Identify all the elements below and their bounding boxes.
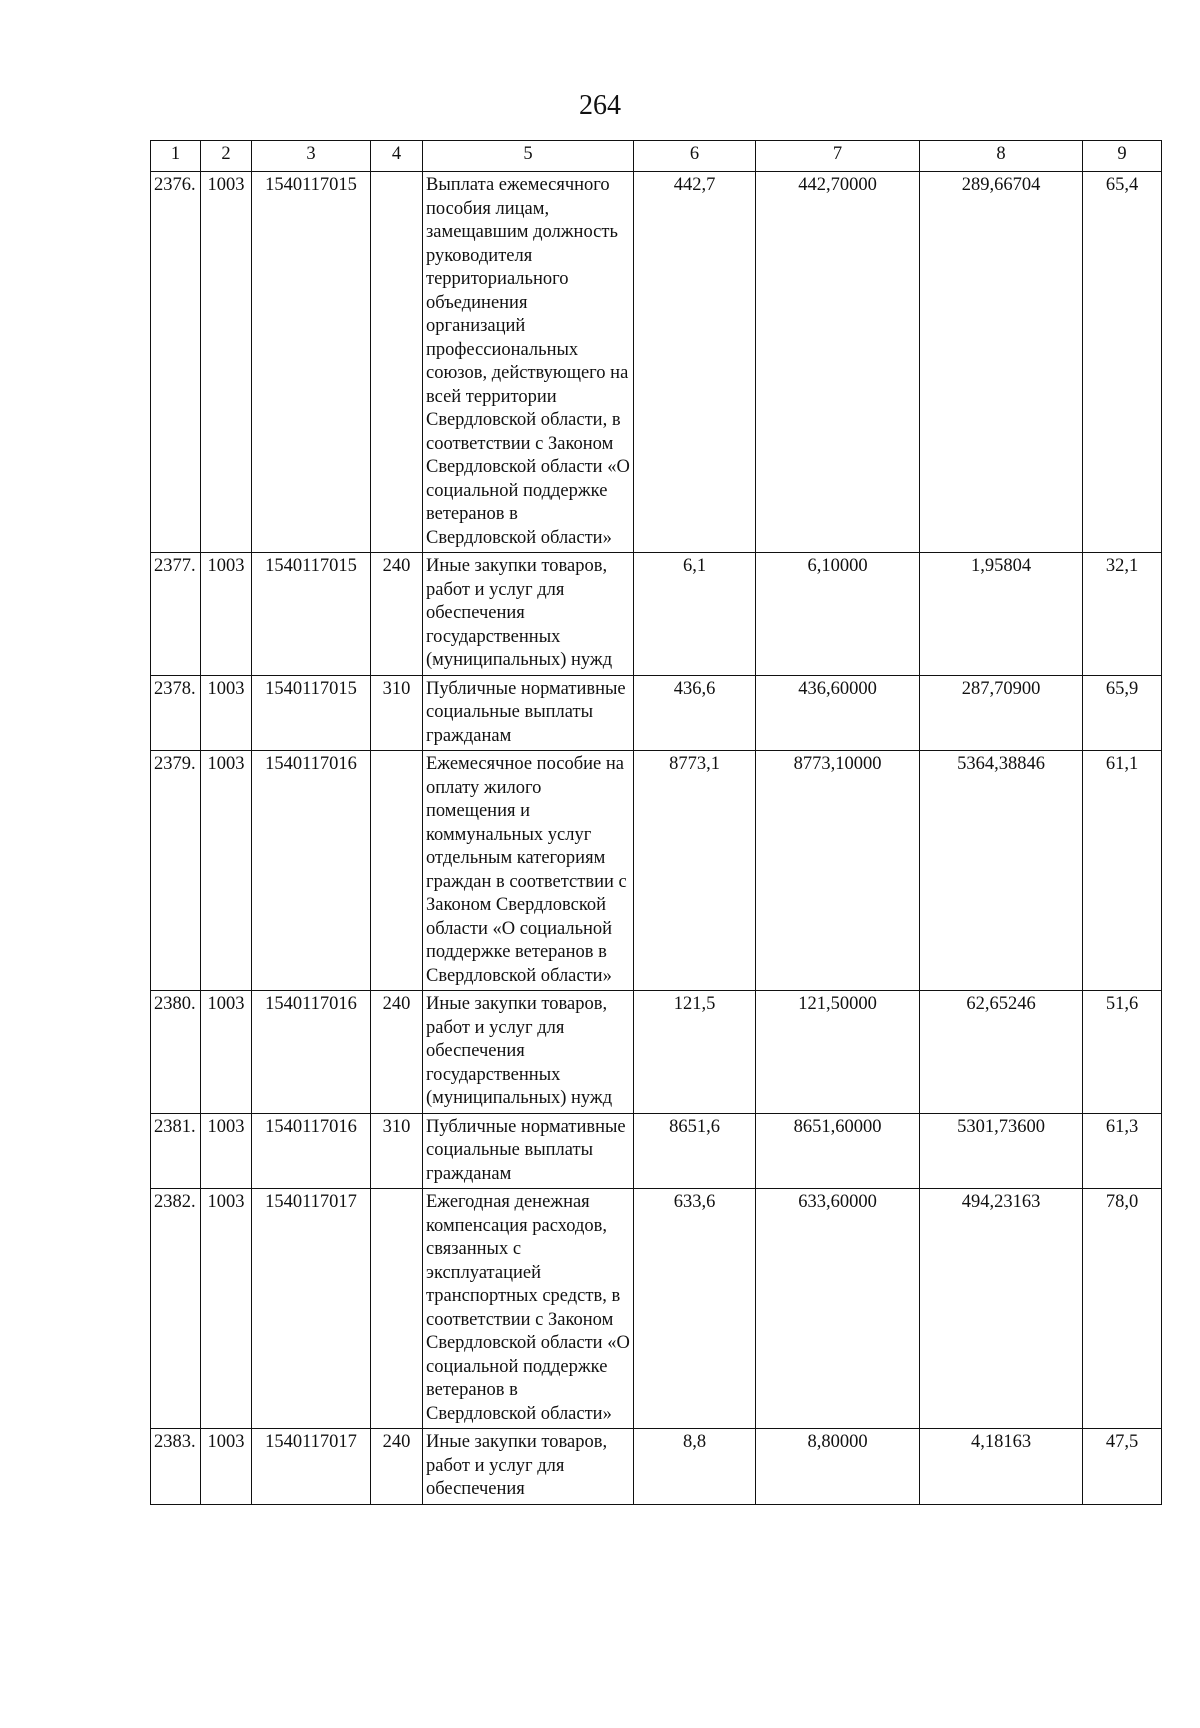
target-article-code: 1540117015 bbox=[252, 675, 371, 751]
value-col6: 633,6 bbox=[634, 1189, 756, 1429]
target-article-code: 1540117015 bbox=[252, 553, 371, 676]
expense-type-code: 310 bbox=[371, 1113, 423, 1189]
column-header: 5 bbox=[423, 141, 634, 172]
column-header: 8 bbox=[920, 141, 1083, 172]
table-body bbox=[151, 172, 1162, 1505]
row-description: Иные закупки товаров, работ и услуг для обеспечения bbox=[423, 1429, 634, 1505]
section-code: 1003 bbox=[201, 675, 252, 751]
section-code: 1003 bbox=[201, 1429, 252, 1505]
row-number: 2380. bbox=[151, 991, 201, 1114]
row-number: 2379. bbox=[151, 751, 201, 991]
value-col6: 442,7 bbox=[634, 172, 756, 553]
row-description: Ежемесячное пособие на оплату жилого помещения и коммунальных услуг отдельным категориям граждан в соответствии с Законом Свердловской области «О социальной поддержке ветеранов в Свердловской области» bbox=[423, 751, 634, 991]
budget-table bbox=[150, 140, 1162, 1505]
row-description: Иные закупки товаров, работ и услуг для обеспечения государственных (муниципальных) нужд bbox=[423, 553, 634, 676]
row-description: Публичные нормативные социальные выплаты гражданам bbox=[423, 675, 634, 751]
header-row bbox=[151, 141, 1162, 172]
row-description: Ежегодная денежная компенсация расходов, связанных с эксплуатацией транспортных средств, в соответствии с Законом Свердловской области «О социальной поддержке ветеранов в Свердловской области» bbox=[423, 1189, 634, 1429]
value-col9: 32,1 bbox=[1083, 553, 1162, 676]
table-row bbox=[151, 751, 1162, 991]
value-col7: 436,60000 bbox=[756, 675, 920, 751]
section-code: 1003 bbox=[201, 751, 252, 991]
row-number: 2377. bbox=[151, 553, 201, 676]
column-header: 3 bbox=[252, 141, 371, 172]
value-col9: 51,6 bbox=[1083, 991, 1162, 1114]
column-header: 4 bbox=[371, 141, 423, 172]
table-row bbox=[151, 1429, 1162, 1505]
value-col6: 121,5 bbox=[634, 991, 756, 1114]
row-number: 2383. bbox=[151, 1429, 201, 1505]
value-col7: 8,80000 bbox=[756, 1429, 920, 1505]
table-row bbox=[151, 1113, 1162, 1189]
expense-type-code: 240 bbox=[371, 1429, 423, 1505]
value-col8: 4,18163 bbox=[920, 1429, 1083, 1505]
target-article-code: 1540117015 bbox=[252, 172, 371, 553]
section-code: 1003 bbox=[201, 553, 252, 676]
value-col9: 61,3 bbox=[1083, 1113, 1162, 1189]
row-number: 2378. bbox=[151, 675, 201, 751]
value-col8: 287,70900 bbox=[920, 675, 1083, 751]
value-col7: 633,60000 bbox=[756, 1189, 920, 1429]
value-col9: 65,9 bbox=[1083, 675, 1162, 751]
value-col8: 494,23163 bbox=[920, 1189, 1083, 1429]
column-header: 2 bbox=[201, 141, 252, 172]
row-number: 2382. bbox=[151, 1189, 201, 1429]
value-col9: 65,4 bbox=[1083, 172, 1162, 553]
expense-type-code bbox=[371, 1189, 423, 1429]
value-col8: 289,66704 bbox=[920, 172, 1083, 553]
row-number: 2376. bbox=[151, 172, 201, 553]
value-col7: 442,70000 bbox=[756, 172, 920, 553]
row-description: Выплата ежемесячного пособия лицам, замещавшим должность руководителя территориального объединения организаций профессиональных союзов, действующего на всей территории Свердловской области, в соответствии с Законом Свердловской области «О социальной поддержке ветеранов в Свердловской области» bbox=[423, 172, 634, 553]
expense-type-code: 310 bbox=[371, 675, 423, 751]
target-article-code: 1540117016 bbox=[252, 991, 371, 1114]
target-article-code: 1540117016 bbox=[252, 1113, 371, 1189]
section-code: 1003 bbox=[201, 1113, 252, 1189]
row-description: Публичные нормативные социальные выплаты гражданам bbox=[423, 1113, 634, 1189]
expense-type-code bbox=[371, 172, 423, 553]
table-row bbox=[151, 991, 1162, 1114]
row-description: Иные закупки товаров, работ и услуг для обеспечения государственных (муниципальных) нужд bbox=[423, 991, 634, 1114]
value-col8: 62,65246 bbox=[920, 991, 1083, 1114]
column-header: 6 bbox=[634, 141, 756, 172]
target-article-code: 1540117017 bbox=[252, 1429, 371, 1505]
column-header: 1 bbox=[151, 141, 201, 172]
value-col9: 61,1 bbox=[1083, 751, 1162, 991]
target-article-code: 1540117016 bbox=[252, 751, 371, 991]
value-col7: 121,50000 bbox=[756, 991, 920, 1114]
page-number: 264 bbox=[579, 90, 621, 121]
value-col8: 1,95804 bbox=[920, 553, 1083, 676]
column-header: 7 bbox=[756, 141, 920, 172]
expense-type-code: 240 bbox=[371, 991, 423, 1114]
section-code: 1003 bbox=[201, 1189, 252, 1429]
value-col9: 78,0 bbox=[1083, 1189, 1162, 1429]
value-col7: 8773,10000 bbox=[756, 751, 920, 991]
row-number: 2381. bbox=[151, 1113, 201, 1189]
expense-type-code bbox=[371, 751, 423, 991]
value-col6: 6,1 bbox=[634, 553, 756, 676]
value-col9: 47,5 bbox=[1083, 1429, 1162, 1505]
value-col6: 8773,1 bbox=[634, 751, 756, 991]
section-code: 1003 bbox=[201, 172, 252, 553]
value-col7: 8651,60000 bbox=[756, 1113, 920, 1189]
value-col6: 8,8 bbox=[634, 1429, 756, 1505]
column-header: 9 bbox=[1083, 141, 1162, 172]
table-row bbox=[151, 1189, 1162, 1429]
value-col6: 8651,6 bbox=[634, 1113, 756, 1189]
section-code: 1003 bbox=[201, 991, 252, 1114]
value-col6: 436,6 bbox=[634, 675, 756, 751]
value-col8: 5301,73600 bbox=[920, 1113, 1083, 1189]
expense-type-code: 240 bbox=[371, 553, 423, 676]
value-col7: 6,10000 bbox=[756, 553, 920, 676]
table-row bbox=[151, 675, 1162, 751]
value-col8: 5364,38846 bbox=[920, 751, 1083, 991]
target-article-code: 1540117017 bbox=[252, 1189, 371, 1429]
table-row bbox=[151, 172, 1162, 553]
table-row bbox=[151, 553, 1162, 676]
table-header bbox=[151, 141, 1162, 172]
